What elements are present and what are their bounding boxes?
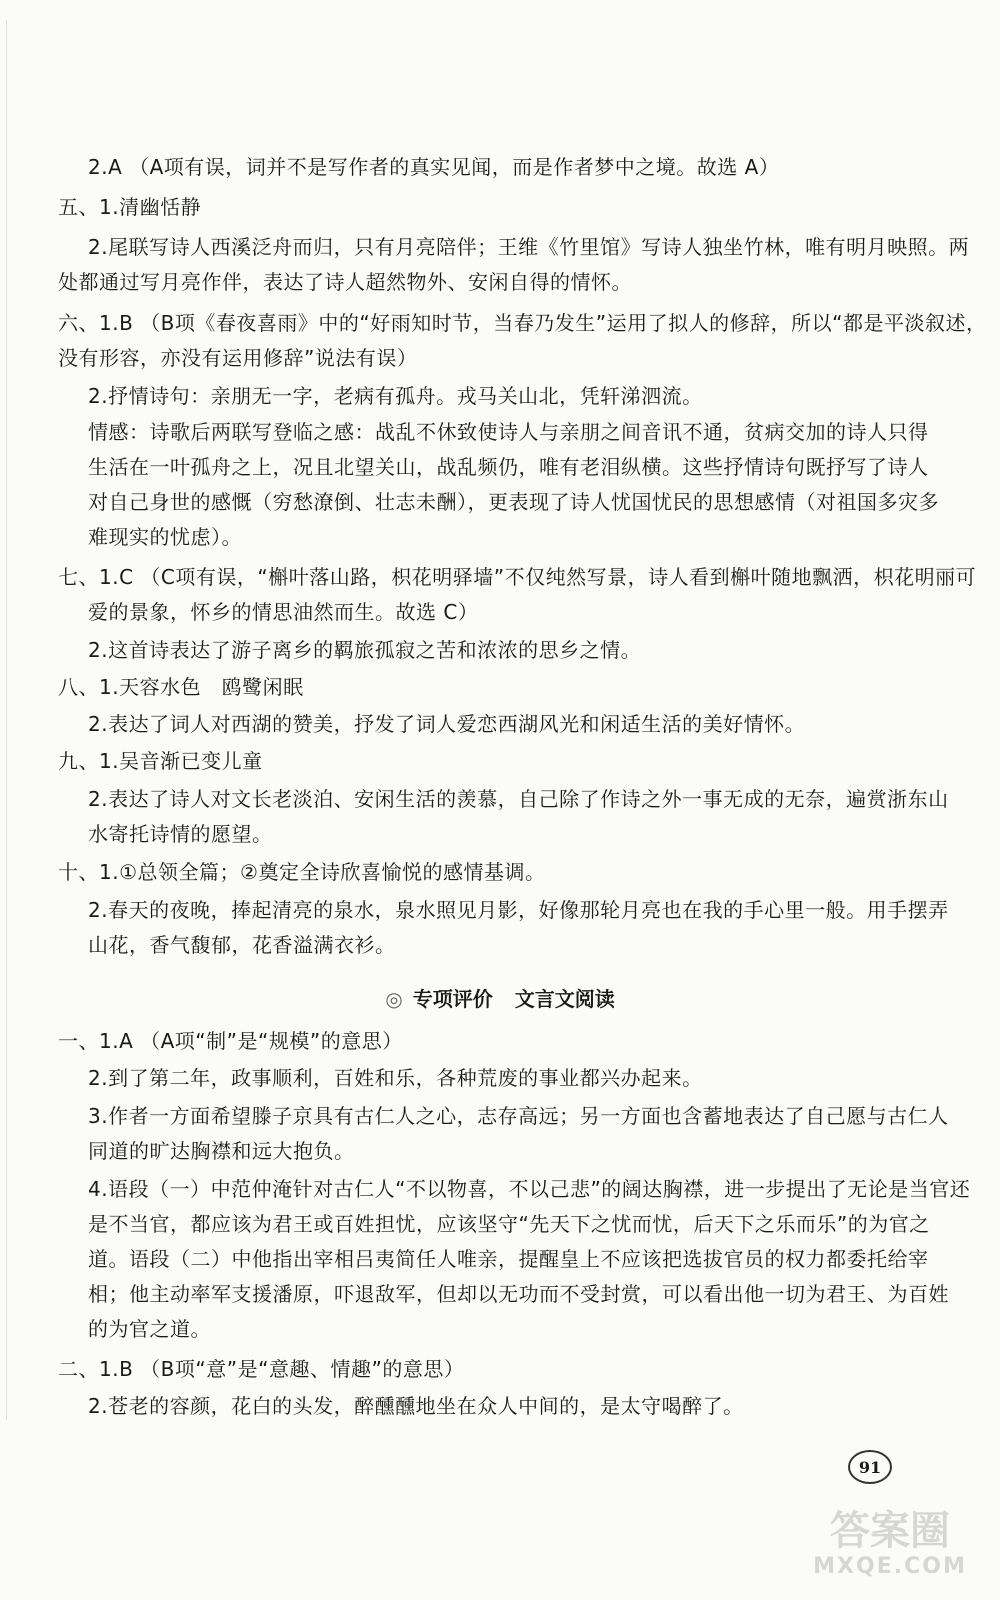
answer-line: 二、1.B （B项“意”是“意趣、情趣”的意思） <box>58 1357 465 1381</box>
answer-line: 十、1.①总领全篇；②奠定全诗欣喜愉悦的感情基调。 <box>58 860 546 884</box>
answer-line: 2.表达了词人对西湖的赞美，抒发了词人爱恋西湖风光和闲适生活的美好情怀。 <box>88 712 806 736</box>
answer-line: 情感：诗歌后两联写登临之感：战乱不休致使诗人与亲朋之间音讯不通，贫病交加的诗人只得 <box>88 420 929 444</box>
answer-line: 山花，香气馥郁，花香溢满衣衫。 <box>88 933 396 957</box>
section-title-topic: 文言文阅读 <box>514 987 615 1011</box>
answer-line: 八、1.天容水色 鸥鹭闲眠 <box>58 675 304 699</box>
answer-line: 相；他主动率军支援潘原，吓退敌军，但却以无功而不受封赏，可以看出他一切为君王、为百姓 <box>88 1282 949 1306</box>
answer-line: 七、1.C （C项有误，“槲叶落山路，枳花明驿墙”不仅纯然写景，诗人看到槲叶随地飘洒，枳花明丽可 <box>58 565 977 589</box>
answer-line: 爱的景象，怀乡的情思油然而生。故选 C） <box>88 600 479 624</box>
answer-line: 对自己身世的感慨（穷愁潦倒、壮志未酬），更表现了诗人忧国忧民的思想感情（对祖国多灾多 <box>88 490 939 514</box>
answer-line: 道。语段（二）中他指出宰相吕夷简任人唯亲，提醒皇上不应该把选拔官员的权力都委托给宰 <box>88 1247 929 1271</box>
answer-line: 九、1.吴音渐已变儿童 <box>58 749 263 773</box>
watermark-logo-text: 答案圈 <box>830 1508 950 1554</box>
answer-line: 难现实的忧虑）。 <box>88 525 242 549</box>
watermark-url: MXQE.COM <box>813 1554 967 1579</box>
answer-line: 生活在一叶孤舟之上，况且北望关山，战乱频仍，唯有老泪纵横。这些抒情诗句既抒写了诗人 <box>88 455 929 479</box>
answer-line: 同道的旷达胸襟和远大抱负。 <box>88 1139 355 1163</box>
answer-line: 六、1.B （B项《春夜喜雨》中的“好雨知时节，当春乃发生”运用了拟人的修辞，所以“都是平淡叙述， <box>58 311 987 335</box>
answer-line: 2.到了第二年，政事顺利，百姓和乐，各种荒废的事业都兴办起来。 <box>88 1066 703 1090</box>
section-heading <box>0 984 1000 1014</box>
section-title-label: 专项评价 <box>412 987 493 1011</box>
answer-line: 五、1.清幽恬静 <box>58 195 202 219</box>
answer-line: 2.A （A项有误，词并不是写作者的真实见闻，而是作者梦中之境。故选 A） <box>88 155 780 179</box>
answer-line: 是不当官，都应该为君王或百姓担忧，应该坚守“先天下之忧而忧，后天下之乐而乐”的为官之 <box>88 1212 930 1236</box>
answer-line: 2.表达了诗人对文长老淡泊、安闲生活的羡慕，自己除了作诗之外一事无成的无奈，遍赏浙东山 <box>88 787 949 811</box>
answer-line: 3.作者一方面希望滕子京具有古仁人之心，志存高远；另一方面也含蓄地表达了自己愿与古仁人 <box>88 1104 949 1128</box>
answer-line: 2.抒情诗句：亲朋无一字，老病有孤舟。戎马关山北，凭轩涕泗流。 <box>88 384 703 408</box>
answer-line: 2.尾联写诗人西溪泛舟而归，只有月亮陪伴；王维《竹里馆》写诗人独坐竹林，唯有明月映照。两 <box>88 235 970 259</box>
answer-line: 2.春天的夜晚，捧起清亮的泉水，泉水照见月影，好像那轮月亮也在我的手心里一般。用手摆弄 <box>88 898 949 922</box>
answer-line: 没有形容，亦没有运用修辞”说法有误） <box>58 346 418 370</box>
answer-line: 的为官之道。 <box>88 1317 211 1341</box>
answer-line: 处都通过写月亮作伴，表达了诗人超然物外、安闲自得的情怀。 <box>58 270 632 294</box>
answer-line: 一、1.A （A项“制”是“规模”的意思） <box>58 1029 403 1053</box>
answer-line: 2.苍老的容颜，花白的头发，醉醺醺地坐在众人中间的，是太守喝醉了。 <box>88 1394 744 1418</box>
page-number: 91 <box>848 1450 892 1484</box>
margin-rule <box>6 20 7 1420</box>
site-watermark-logo <box>800 1508 980 1588</box>
answer-line: 2.这首诗表达了游子离乡的羁旅孤寂之苦和浓浓的思乡之情。 <box>88 638 642 662</box>
answer-line: 水寄托诗情的愿望。 <box>88 822 273 846</box>
answer-line: 4.语段（一）中范仲淹针对古仁人“不以物喜，不以己悲”的阔达胸襟，进一步提出了无论是当官还 <box>88 1177 971 1201</box>
section-mark: ◎ <box>385 987 403 1011</box>
